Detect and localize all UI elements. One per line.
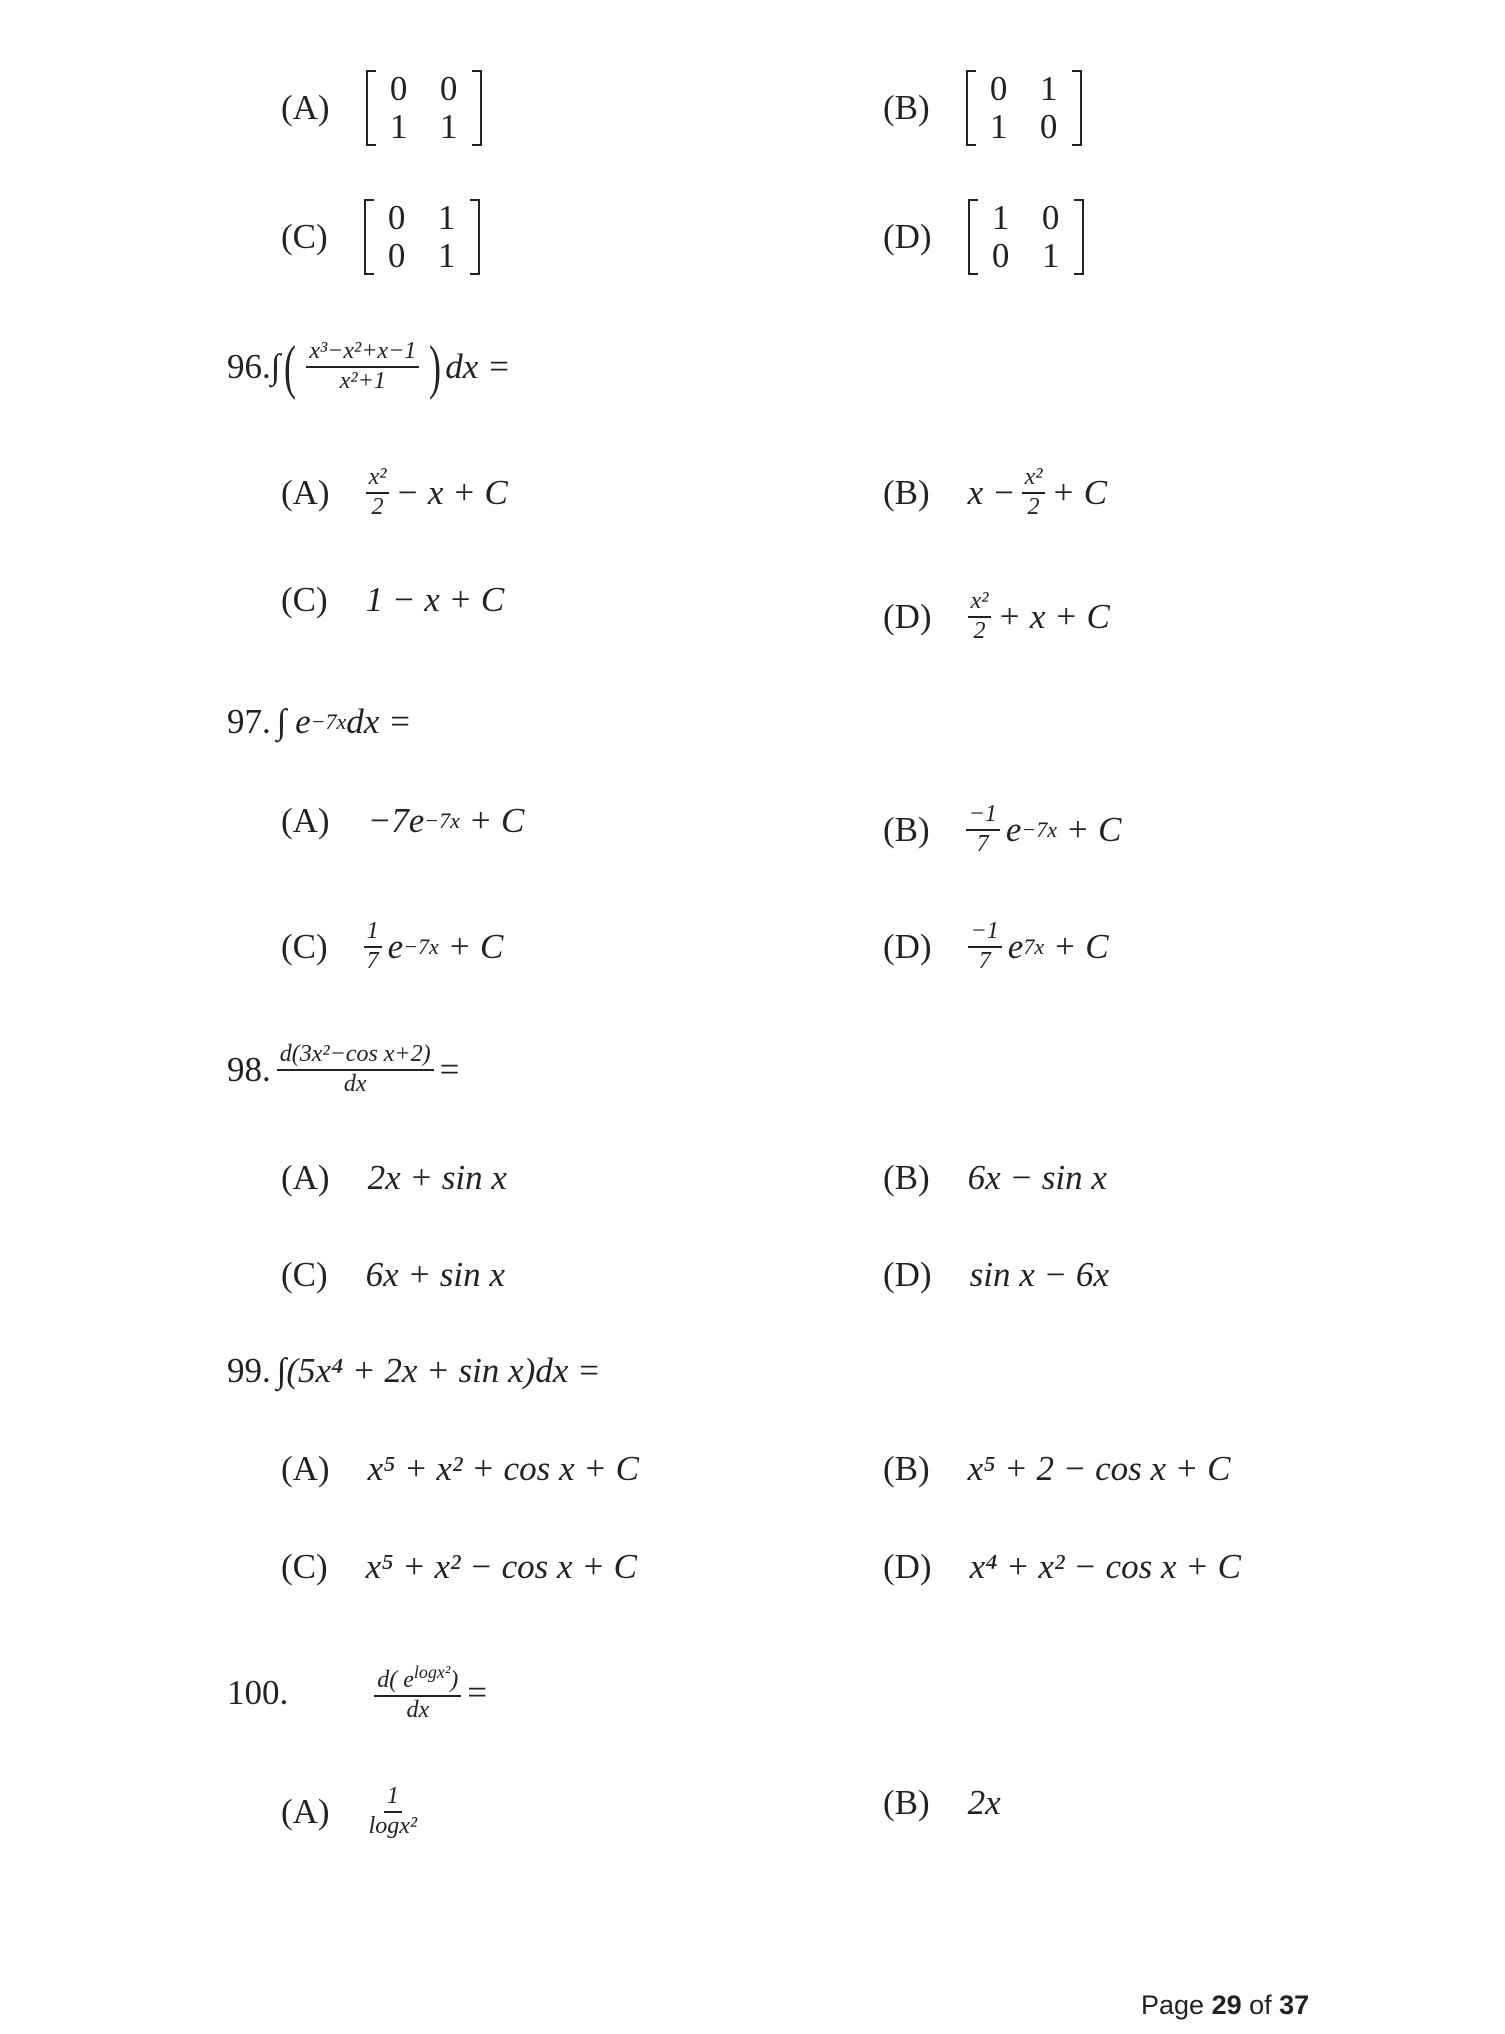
cell: 0 bbox=[989, 69, 1008, 108]
matrix bbox=[366, 70, 482, 146]
option-text: x⁵ + 2 − cos x + C bbox=[967, 1449, 1231, 1488]
denominator: dx bbox=[343, 1071, 367, 1097]
q95-option-d bbox=[883, 198, 1084, 275]
q96-option-d bbox=[883, 587, 1110, 647]
option-label: (D) bbox=[883, 597, 932, 636]
footer-text: Page bbox=[1141, 1990, 1212, 2020]
cell: 0 bbox=[387, 236, 406, 275]
option-label: (D) bbox=[883, 1547, 932, 1586]
option-text: + C bbox=[1065, 810, 1122, 849]
option-label: (B) bbox=[883, 473, 930, 512]
numerator: −1 bbox=[966, 801, 1000, 831]
option-label: (A) bbox=[281, 1792, 330, 1831]
denominator: 7 bbox=[978, 948, 991, 974]
option-label: (C) bbox=[281, 1547, 328, 1586]
integral-sign: ∫ bbox=[270, 347, 281, 386]
option-text: x⁴ + x² − cos x + C bbox=[969, 1547, 1241, 1586]
numerator bbox=[374, 1662, 461, 1697]
option-text: + x + C bbox=[997, 597, 1110, 636]
numerator-base: d( e bbox=[377, 1666, 414, 1693]
cell: 1 bbox=[989, 107, 1008, 146]
q99-option-d bbox=[883, 1537, 1241, 1597]
question-number: 97. bbox=[227, 702, 271, 741]
exponent: −7x bbox=[424, 808, 460, 833]
option-label: (B) bbox=[883, 88, 930, 127]
option-text: x⁵ + x² − cos x + C bbox=[365, 1547, 638, 1586]
q99-option-b bbox=[883, 1439, 1231, 1499]
equals-sign: = bbox=[467, 1673, 488, 1712]
total-pages: 37 bbox=[1279, 1990, 1310, 2020]
option-label: (B) bbox=[883, 1158, 930, 1197]
question-number: 98. bbox=[227, 1050, 271, 1089]
cell: 0 bbox=[387, 198, 406, 237]
numerator: x² bbox=[968, 588, 992, 618]
q97-option-c bbox=[281, 917, 503, 977]
numerator: d(3x²−cos x+2) bbox=[277, 1041, 434, 1071]
cell: 1 bbox=[1039, 69, 1058, 108]
footer-text: of bbox=[1241, 1990, 1280, 2020]
cell: 0 bbox=[1041, 198, 1060, 237]
question-98 bbox=[227, 1040, 459, 1100]
cell: 0 bbox=[991, 236, 1010, 275]
option-label: (D) bbox=[883, 217, 932, 256]
numerator: 1 bbox=[384, 1783, 402, 1813]
question-number: 100. bbox=[227, 1673, 289, 1712]
question-number: 96. bbox=[227, 347, 271, 386]
option-text: 2x + sin x bbox=[367, 1158, 507, 1197]
option-text: x⁵ + x² + cos x + C bbox=[367, 1449, 639, 1488]
option-text: + C bbox=[1052, 927, 1109, 966]
option-text: + C bbox=[468, 801, 525, 840]
q98-option-d bbox=[883, 1245, 1109, 1305]
page-number-footer bbox=[1141, 1990, 1309, 2021]
option-text: e bbox=[387, 927, 404, 966]
option-label: (B) bbox=[883, 1449, 930, 1488]
q96-option-c bbox=[281, 570, 504, 630]
numerator: x³−x²+x−1 bbox=[306, 338, 419, 368]
q96-option-a bbox=[281, 463, 508, 523]
option-label: (B) bbox=[883, 1783, 930, 1822]
q98-option-c bbox=[281, 1245, 505, 1305]
exponent: logx² bbox=[413, 1661, 451, 1682]
cell: 1 bbox=[437, 198, 456, 237]
option-text: − x + C bbox=[395, 473, 508, 512]
option-text: e bbox=[1005, 810, 1022, 849]
denominator: 2 bbox=[973, 618, 986, 644]
current-page: 29 bbox=[1211, 1990, 1242, 2020]
option-label: (B) bbox=[883, 810, 930, 849]
q95-option-b bbox=[883, 69, 1082, 146]
cell: 0 bbox=[439, 69, 458, 108]
question-96: 96. ∫ ( $\frac{\text{x³−x²+x−1}}{\text{x²+1}}$ ) dx = bbox=[227, 333, 511, 400]
q99-option-a bbox=[281, 1439, 639, 1499]
option-text: e bbox=[1007, 927, 1024, 966]
option-label: (C) bbox=[281, 580, 328, 619]
matrix bbox=[364, 199, 480, 275]
cell: 1 bbox=[991, 198, 1010, 237]
option-label: (A) bbox=[281, 1158, 330, 1197]
q98-option-b bbox=[883, 1148, 1107, 1208]
q97-option-d bbox=[883, 917, 1109, 977]
denominator: 7 bbox=[366, 948, 379, 974]
option-label: (A) bbox=[281, 473, 330, 512]
denominator: 2 bbox=[371, 494, 384, 520]
denominator: x²+1 bbox=[339, 368, 386, 394]
cell: 1 bbox=[437, 236, 456, 275]
matrix bbox=[968, 199, 1084, 275]
denominator: 7 bbox=[976, 831, 989, 857]
option-text: + C bbox=[1051, 473, 1108, 512]
option-text: sin x − 6x bbox=[969, 1255, 1109, 1294]
exponent: 7x bbox=[1023, 934, 1045, 959]
option-label: (A) bbox=[281, 88, 330, 127]
option-label: (C) bbox=[281, 927, 328, 966]
option-text: 2x bbox=[967, 1783, 1001, 1822]
denominator: dx bbox=[406, 1696, 430, 1723]
expression: ∫(5x⁴ + 2x + sin x)dx = bbox=[276, 1351, 601, 1390]
question-number: 99. bbox=[227, 1351, 271, 1390]
q95-option-c bbox=[281, 198, 480, 275]
q95-option-a bbox=[281, 69, 482, 146]
cell: 1 bbox=[389, 107, 408, 146]
expression-tail: dx = bbox=[346, 702, 412, 741]
numerator: 1 bbox=[364, 918, 382, 948]
q96-option-b bbox=[883, 463, 1107, 523]
question-97 bbox=[227, 692, 412, 752]
option-text: 6x + sin x bbox=[365, 1255, 505, 1294]
equals-sign: = bbox=[439, 1050, 460, 1089]
q100-option-a bbox=[281, 1782, 426, 1842]
q98-option-a bbox=[281, 1148, 507, 1208]
exponent: −7x bbox=[310, 709, 347, 734]
option-label: (C) bbox=[281, 1255, 328, 1294]
matrix bbox=[966, 70, 1082, 146]
question-100 bbox=[227, 1663, 487, 1723]
exponent: −7x bbox=[403, 934, 439, 959]
option-label: (A) bbox=[281, 801, 330, 840]
q97-option-b bbox=[883, 800, 1122, 860]
cell: 0 bbox=[389, 69, 408, 108]
expression-tail: dx = bbox=[445, 347, 511, 386]
cell: 1 bbox=[439, 107, 458, 146]
q100-option-b bbox=[883, 1773, 1001, 1833]
q97-option-a bbox=[281, 791, 524, 851]
cell: 1 bbox=[1041, 236, 1060, 275]
numerator: x² bbox=[366, 464, 390, 494]
q99-option-c bbox=[281, 1537, 637, 1597]
option-label: (D) bbox=[883, 1255, 932, 1294]
option-label: (A) bbox=[281, 1449, 330, 1488]
option-label: (C) bbox=[281, 217, 328, 256]
numerator: x² bbox=[1022, 464, 1046, 494]
option-text: x − bbox=[967, 473, 1016, 512]
numerator: −1 bbox=[968, 918, 1002, 948]
cell: 0 bbox=[1039, 107, 1058, 146]
option-text: 1 − x + C bbox=[365, 580, 505, 619]
exponent: −7x bbox=[1021, 817, 1058, 842]
option-label: (D) bbox=[883, 927, 932, 966]
denominator: 2 bbox=[1027, 494, 1040, 520]
option-text: + C bbox=[447, 927, 504, 966]
expression: ∫ e bbox=[276, 702, 311, 741]
question-99 bbox=[227, 1341, 601, 1401]
option-text: −7e bbox=[367, 801, 425, 840]
close-paren: ) bbox=[450, 1666, 459, 1693]
option-text: 6x − sin x bbox=[967, 1158, 1107, 1197]
denominator: logx² bbox=[368, 1813, 418, 1839]
